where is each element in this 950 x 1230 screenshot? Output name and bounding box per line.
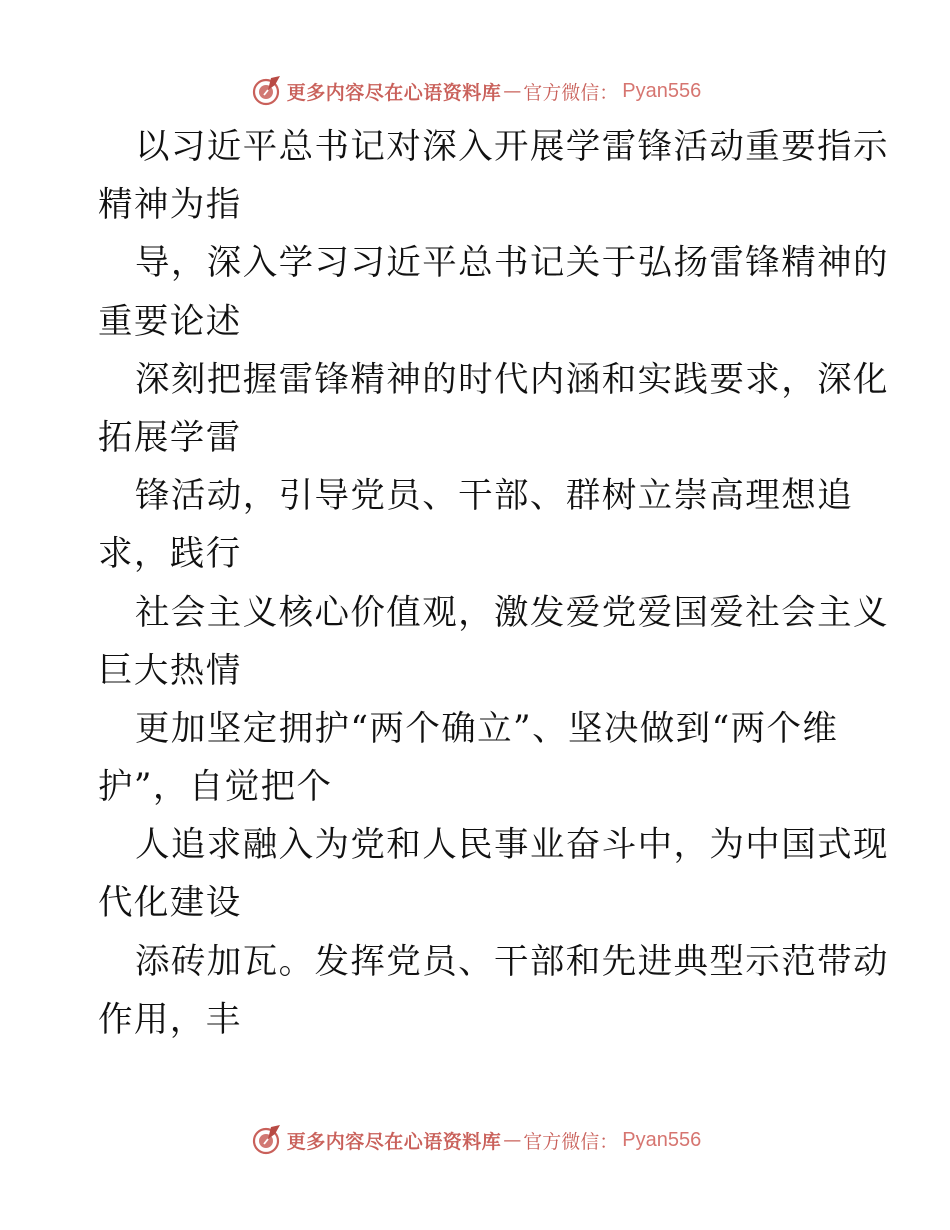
body-line: 添砖加瓦。发挥党员、干部和先进典型示范带动 — [135, 941, 889, 982]
watermark-separator: — — [503, 1129, 522, 1151]
watermark-official-label: 官方微信： — [523, 81, 619, 104]
body-line: 巨大热情 — [98, 650, 242, 691]
document-body — [98, 118, 889, 1049]
body-line: 深刻把握雷锋精神的时代内涵和实践要求，深化 — [135, 359, 889, 400]
watermark-wechat-id: Pyan556 — [622, 1128, 702, 1151]
body-line: 更加坚定拥护“两个确立”、坚决做到“两个维 — [135, 708, 839, 749]
body-line: 精神为指 — [98, 185, 242, 226]
watermark-text: 更多内容尽在心语资料库 — [286, 1130, 502, 1153]
body-line: 以习近平总书记对深入开展学雷锋活动重要指示 — [135, 127, 889, 167]
body-line: 作用，丰 — [98, 999, 242, 1040]
footer-watermark — [0, 1120, 950, 1160]
body-line: 求，践行 — [98, 534, 242, 575]
watermark-official-label: 官方微信： — [523, 1130, 619, 1153]
body-line: 拓展学雷 — [98, 417, 242, 458]
body-line: 人追求融入为党和人民事业奋斗中，为中国式现 — [135, 825, 889, 866]
watermark-text: 更多内容尽在心语资料库 — [286, 81, 502, 104]
body-line: 导，深入学习习近平总书记关于弘扬雷锋精神的 — [135, 243, 889, 284]
red-quill-seal-icon — [249, 1123, 283, 1157]
body-line: 锋活动，引导党员、干部、群树立崇高理想追 — [135, 476, 853, 517]
red-quill-seal-icon — [249, 74, 283, 108]
body-line: 代化建设 — [98, 883, 242, 924]
body-line: 社会主义核心价值观，激发爱党爱国爱社会主义 — [135, 592, 889, 633]
watermark-separator: — — [503, 80, 522, 102]
watermark-wechat-id: Pyan556 — [622, 79, 702, 102]
body-line: 重要论述 — [98, 301, 242, 342]
header-watermark — [0, 71, 950, 111]
body-line: 护”，自觉把个 — [98, 767, 333, 808]
